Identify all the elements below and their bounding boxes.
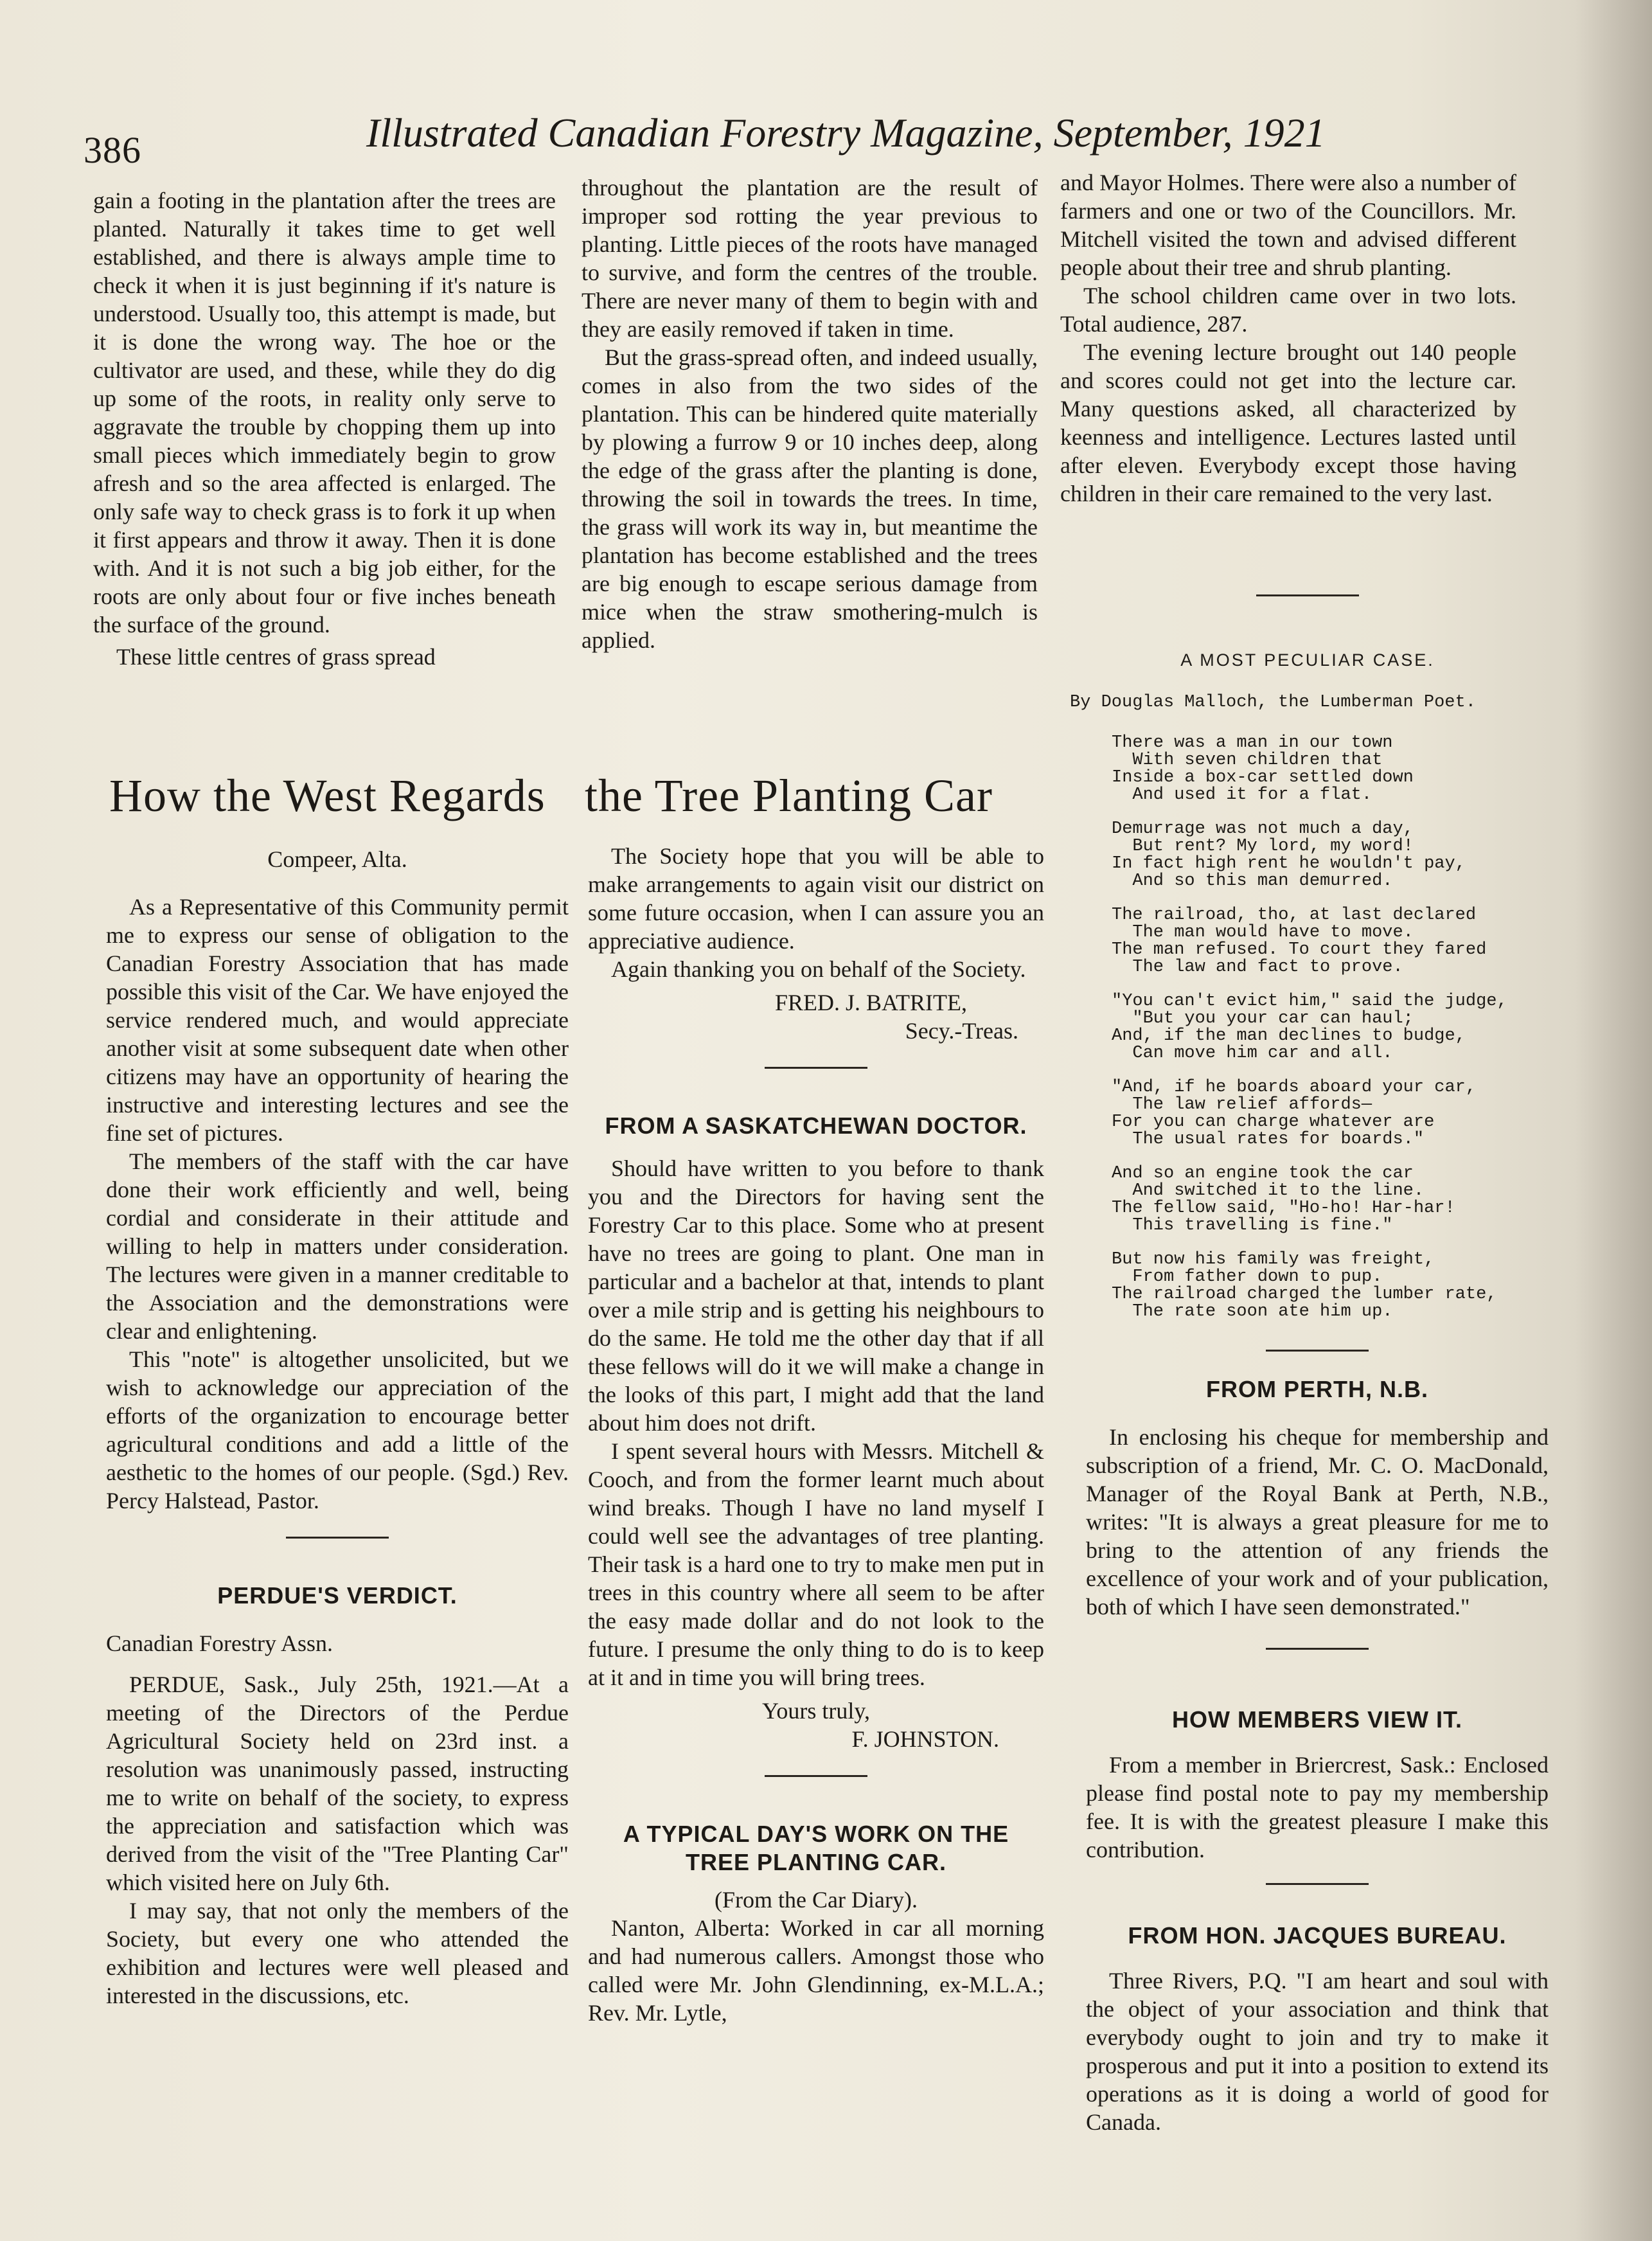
continued-paragraph: gain a footing in the plantation after the trees are planted. Naturally it takes time to get well established, and there is always ample time to check it when it is just beginning if it's nature is understood. Usually too, this attempt is made, but it is done the wrong way. The hoe or the cultivator are used, and these, while they do dig up some of the roots, in reality only serve to aggravate the trouble by chopping them up into small pieces which immediately begin to grow afresh and so the area affected is enlarged. The only safe way to check grass is to fork it up when it first appears and throw it away. Then it is done with. And it is not such a big job either, for the roots are only about four or five inches beneath the surface of the ground. bbox=[93, 188, 556, 638]
paragraph: The evening lecture brought out 140 people and scores could not get into the lecture car. Many questions asked, all characterized by keenness and intelligence. Lectures lasted until after eleven. Everybody except those having children in their care remained to the very last. bbox=[1060, 339, 1516, 506]
paragraph: I spent several hours with Messrs. Mitchell & Cooch, and from the former learnt much about wind breaks. Though I have no land myself I could well see the advantages of tree planting. Their task is a hard one to try to make men put in trees in this country where all seem to be after the easy made dollar and do not look to the future. I presume the only thing to do is to keep at it and in time you will bring trees. bbox=[588, 1438, 1044, 1690]
divider-rule bbox=[1266, 1648, 1369, 1650]
column-2-bottom bbox=[588, 842, 1044, 2027]
poem-line: The man refused. To court they fared bbox=[1112, 940, 1487, 960]
paragraph: Three Rivers, P.Q. "I am heart and soul with the object of your association and think that everybody ought to join and try to make it prosperous and put it into a position to extend its operations as it is doing a world of good for Canada. bbox=[1086, 1968, 1549, 2135]
column-3-top bbox=[1060, 168, 1516, 508]
divider-rule bbox=[1256, 594, 1359, 596]
poem-line: But rent? My lord, my word! bbox=[1112, 837, 1414, 856]
paragraph: Should have written to you before to thank you and the Directors for having sent the Forestry Car to this place. Some who at present have no trees are going to plant. One man in particular and a bachelor at that, intends to plant over a mile strip and is getting his neighbours to do the same. He told me the other day that if all these fellows will do it we will make a change in the looks of this part, I might add that the land about him does not drift. bbox=[588, 1156, 1044, 1436]
section-heading: HOW MEMBERS VIEW IT. bbox=[1172, 1706, 1462, 1733]
subheading: (From the Car Diary). bbox=[715, 1887, 918, 1913]
divider bbox=[588, 1045, 1044, 1112]
poem-line: The rate soon ate him up. bbox=[1112, 1302, 1393, 1321]
poem-line: Can move him car and all. bbox=[1112, 1044, 1393, 1063]
signature-name: FRED. J. BATRITE, bbox=[774, 990, 967, 1015]
poem-line: The fellow said, "Ho-ho! Har-har! bbox=[1112, 1199, 1455, 1218]
paragraph: This "note" is altogether unsolicited, but we wish to acknowledge our appreciation of the efforts of the organization to encourage better agricultural conditions and add a little of the aesthetic to the homes of our people. (Sgd.) Rev. Percy Halstead, Pastor. bbox=[106, 1346, 569, 1513]
poem-stanza bbox=[1112, 735, 1536, 804]
paragraph: In enclosing his cheque for membership and subscription of a friend, Mr. C. O. MacDonald, Manager of the Royal Bank at Perth, N.B., writes: "It is always a great pleasure for me to bring to the attention of any friends the excellence of your work and of your publication, both of which I have seen demonstrated." bbox=[1086, 1424, 1549, 1620]
paragraph: and Mayor Holmes. There were also a number of farmers and one or two of the Councillors. Mr. Mitchell visited the town and advised different people about their tree and shrub planting. bbox=[1060, 170, 1516, 280]
divider bbox=[1079, 582, 1536, 646]
poem-line: And switched it to the line. bbox=[1112, 1181, 1425, 1201]
paragraph: I may say, that not only the members of the Society, but every one who attended the exhibition and lectures were well pleased and interested in the discussions, etc. bbox=[106, 1898, 569, 2008]
paragraph: The members of the staff with the car have done their work efficiently and well, being cordial and considerate in their attitude and willing to help in matters under consideration. The lectures were given in a manner creditable to the Association and the demonstrations were clear and enlightening. bbox=[106, 1148, 569, 1344]
poem-line: From father down to pup. bbox=[1112, 1267, 1383, 1287]
poem-stanza bbox=[1112, 1251, 1536, 1321]
poem-line: The law relief affords— bbox=[1112, 1095, 1372, 1114]
poem-line: There was a man in our town bbox=[1112, 733, 1393, 753]
divider bbox=[1086, 1864, 1549, 1922]
poem-line: Demurrage was not much a day, bbox=[1112, 819, 1414, 839]
poem-line: "But you your car can haul; bbox=[1112, 1009, 1414, 1028]
poem-line: The law and fact to prove. bbox=[1112, 958, 1403, 977]
divider-rule bbox=[765, 1067, 867, 1069]
article-title-left: How the West Regards bbox=[109, 770, 546, 821]
signature-title: Secy.-Treas. bbox=[905, 1018, 1018, 1044]
poem-line: The railroad charged the lumber rate, bbox=[1112, 1285, 1497, 1304]
poem-line: This travelling is fine." bbox=[1112, 1216, 1393, 1235]
divider-rule bbox=[765, 1775, 867, 1777]
poem-stanza bbox=[1112, 993, 1536, 1062]
section-heading: FROM HON. JACQUES BUREAU. bbox=[1128, 1922, 1507, 1949]
article-title-right: the Tree Planting Car bbox=[585, 770, 993, 821]
poem-line: And, if the man declines to budge, bbox=[1112, 1026, 1466, 1046]
section-heading: A TYPICAL DAY'S WORK ON THE bbox=[623, 1821, 1009, 1847]
paragraph: Again thanking you on behalf of the Society. bbox=[611, 956, 1026, 982]
poem-line: The usual rates for boards." bbox=[1112, 1130, 1425, 1149]
divider-rule bbox=[1266, 1350, 1369, 1352]
paragraph: throughout the plantation are the result of improper sod rotting the year previous to planting. Little pieces of the roots have managed to survive, and form the centres of the trouble. There are never many of them to begin with and they are easily removed if taken in time. bbox=[582, 175, 1038, 342]
dateline: Compeer, Alta. bbox=[267, 846, 407, 872]
salutation: Canadian Forestry Assn. bbox=[106, 1630, 333, 1656]
article-title bbox=[109, 768, 1054, 823]
divider bbox=[1086, 1350, 1549, 1375]
poem-body bbox=[1079, 735, 1536, 1321]
column-1-top bbox=[93, 186, 556, 671]
poem-line: For you can charge whatever are bbox=[1112, 1112, 1435, 1132]
poem-line: And so an engine took the car bbox=[1112, 1164, 1414, 1183]
section-heading: FROM A SASKATCHEWAN DOCTOR. bbox=[605, 1112, 1027, 1139]
poem-line: "And, if he boards aboard your car, bbox=[1112, 1078, 1477, 1097]
poem-stanza bbox=[1112, 1165, 1536, 1235]
page-spine-shadow bbox=[1575, 0, 1652, 2241]
poem-line: The railroad, tho, at last declared bbox=[1112, 906, 1477, 925]
divider bbox=[1086, 1621, 1549, 1706]
column-2-top bbox=[582, 174, 1038, 654]
divider-rule bbox=[1266, 1883, 1369, 1885]
poem-line: And so this man demurred. bbox=[1112, 871, 1393, 891]
page-number: 386 bbox=[84, 129, 141, 171]
column-1-bottom bbox=[106, 845, 569, 2010]
paragraph: The school children came over in two lots. Total audience, 287. bbox=[1060, 283, 1516, 337]
continued-paragraph-last-line: These little centres of grass spread bbox=[116, 644, 436, 670]
divider bbox=[106, 1515, 569, 1582]
divider bbox=[588, 1753, 1044, 1820]
section-heading: TREE PLANTING CAR. bbox=[685, 1849, 946, 1875]
column-3-bottom bbox=[1086, 1350, 1549, 2136]
running-title: Illustrated Canadian Forestry Magazine, September, 1921 bbox=[366, 110, 1326, 156]
poem-line: "You can't evict him," said the judge, bbox=[1112, 992, 1507, 1011]
paragraph: PERDUE, Sask., July 25th, 1921.—At a meeting of the Directors of the Perdue Agricultural Society held on 23rd inst. a resolution was unanimously passed, instructing me to write on behalf of the society, to express the appreciation and satisfaction which was derived from the visit of the "Tree Planting Car" which visited here on July 6th. bbox=[106, 1672, 569, 1895]
poem-line: But now his family was freight, bbox=[1112, 1250, 1435, 1269]
section-heading: FROM PERTH, N.B. bbox=[1206, 1376, 1428, 1402]
paragraph: The Society hope that you will be able to make arrangements to again visit our district on some future occasion, when I can assure you an appreciative audience. bbox=[588, 843, 1044, 954]
poem-stanza bbox=[1112, 1079, 1536, 1148]
poem-line: With seven children that bbox=[1112, 751, 1383, 770]
poem-title: A MOST PECULIAR CASE. bbox=[1180, 650, 1435, 670]
column-3-poem bbox=[1070, 582, 1536, 1337]
paragraph: But the grass-spread often, and indeed usually, comes in also from the two sides of the plantation. This can be hindered quite materially by plowing a furrow 9 or 10 inches deep, along the edge of the grass after the planting is done, throwing the soil in towards the trees. In time, the grass will work its way in, but meantime the plantation has become established and the trees are big enough to escape serious damage from mice when the straw smothering-mulch is applied. bbox=[582, 344, 1038, 653]
poem-line: Inside a box-car settled down bbox=[1112, 768, 1414, 787]
poem-line: And used it for a flat. bbox=[1112, 785, 1372, 805]
letter-closing: Yours truly, bbox=[761, 1698, 871, 1724]
paragraph: From a member in Briercrest, Sask.: Enclosed please find postal note to pay my membership fee. It is with the greatest pleasure I make this contribution. bbox=[1086, 1752, 1549, 1862]
signature-name: F. JOHNSTON. bbox=[851, 1726, 999, 1752]
paragraph: As a Representative of this Community permit me to express our sense of obligation to the Canadian Forestry Association that has made possible this visit of the Car. We have enjoyed the service rendered much, and would appreciate another visit at some subsequent date when other citizens may have an opportunity of hearing the instructive and interesting lectures and see the fine set of pictures. bbox=[106, 894, 569, 1146]
poem-stanza bbox=[1112, 821, 1536, 890]
poem-line: In fact high rent he wouldn't pay, bbox=[1112, 854, 1466, 873]
paragraph: Nanton, Alberta: Worked in car all morning and had numerous callers. Amongst those who called were Mr. John Glendinning, ex-M.L.A.; Rev. Mr. Lytle, bbox=[588, 1915, 1044, 2026]
divider-rule bbox=[286, 1537, 389, 1539]
poem-author: By Douglas Malloch, the Lumberman Poet. bbox=[1070, 693, 1476, 712]
section-heading: PERDUE'S VERDICT. bbox=[217, 1582, 457, 1609]
poem-line: The man would have to move. bbox=[1112, 923, 1414, 942]
poem-stanza bbox=[1112, 907, 1536, 976]
